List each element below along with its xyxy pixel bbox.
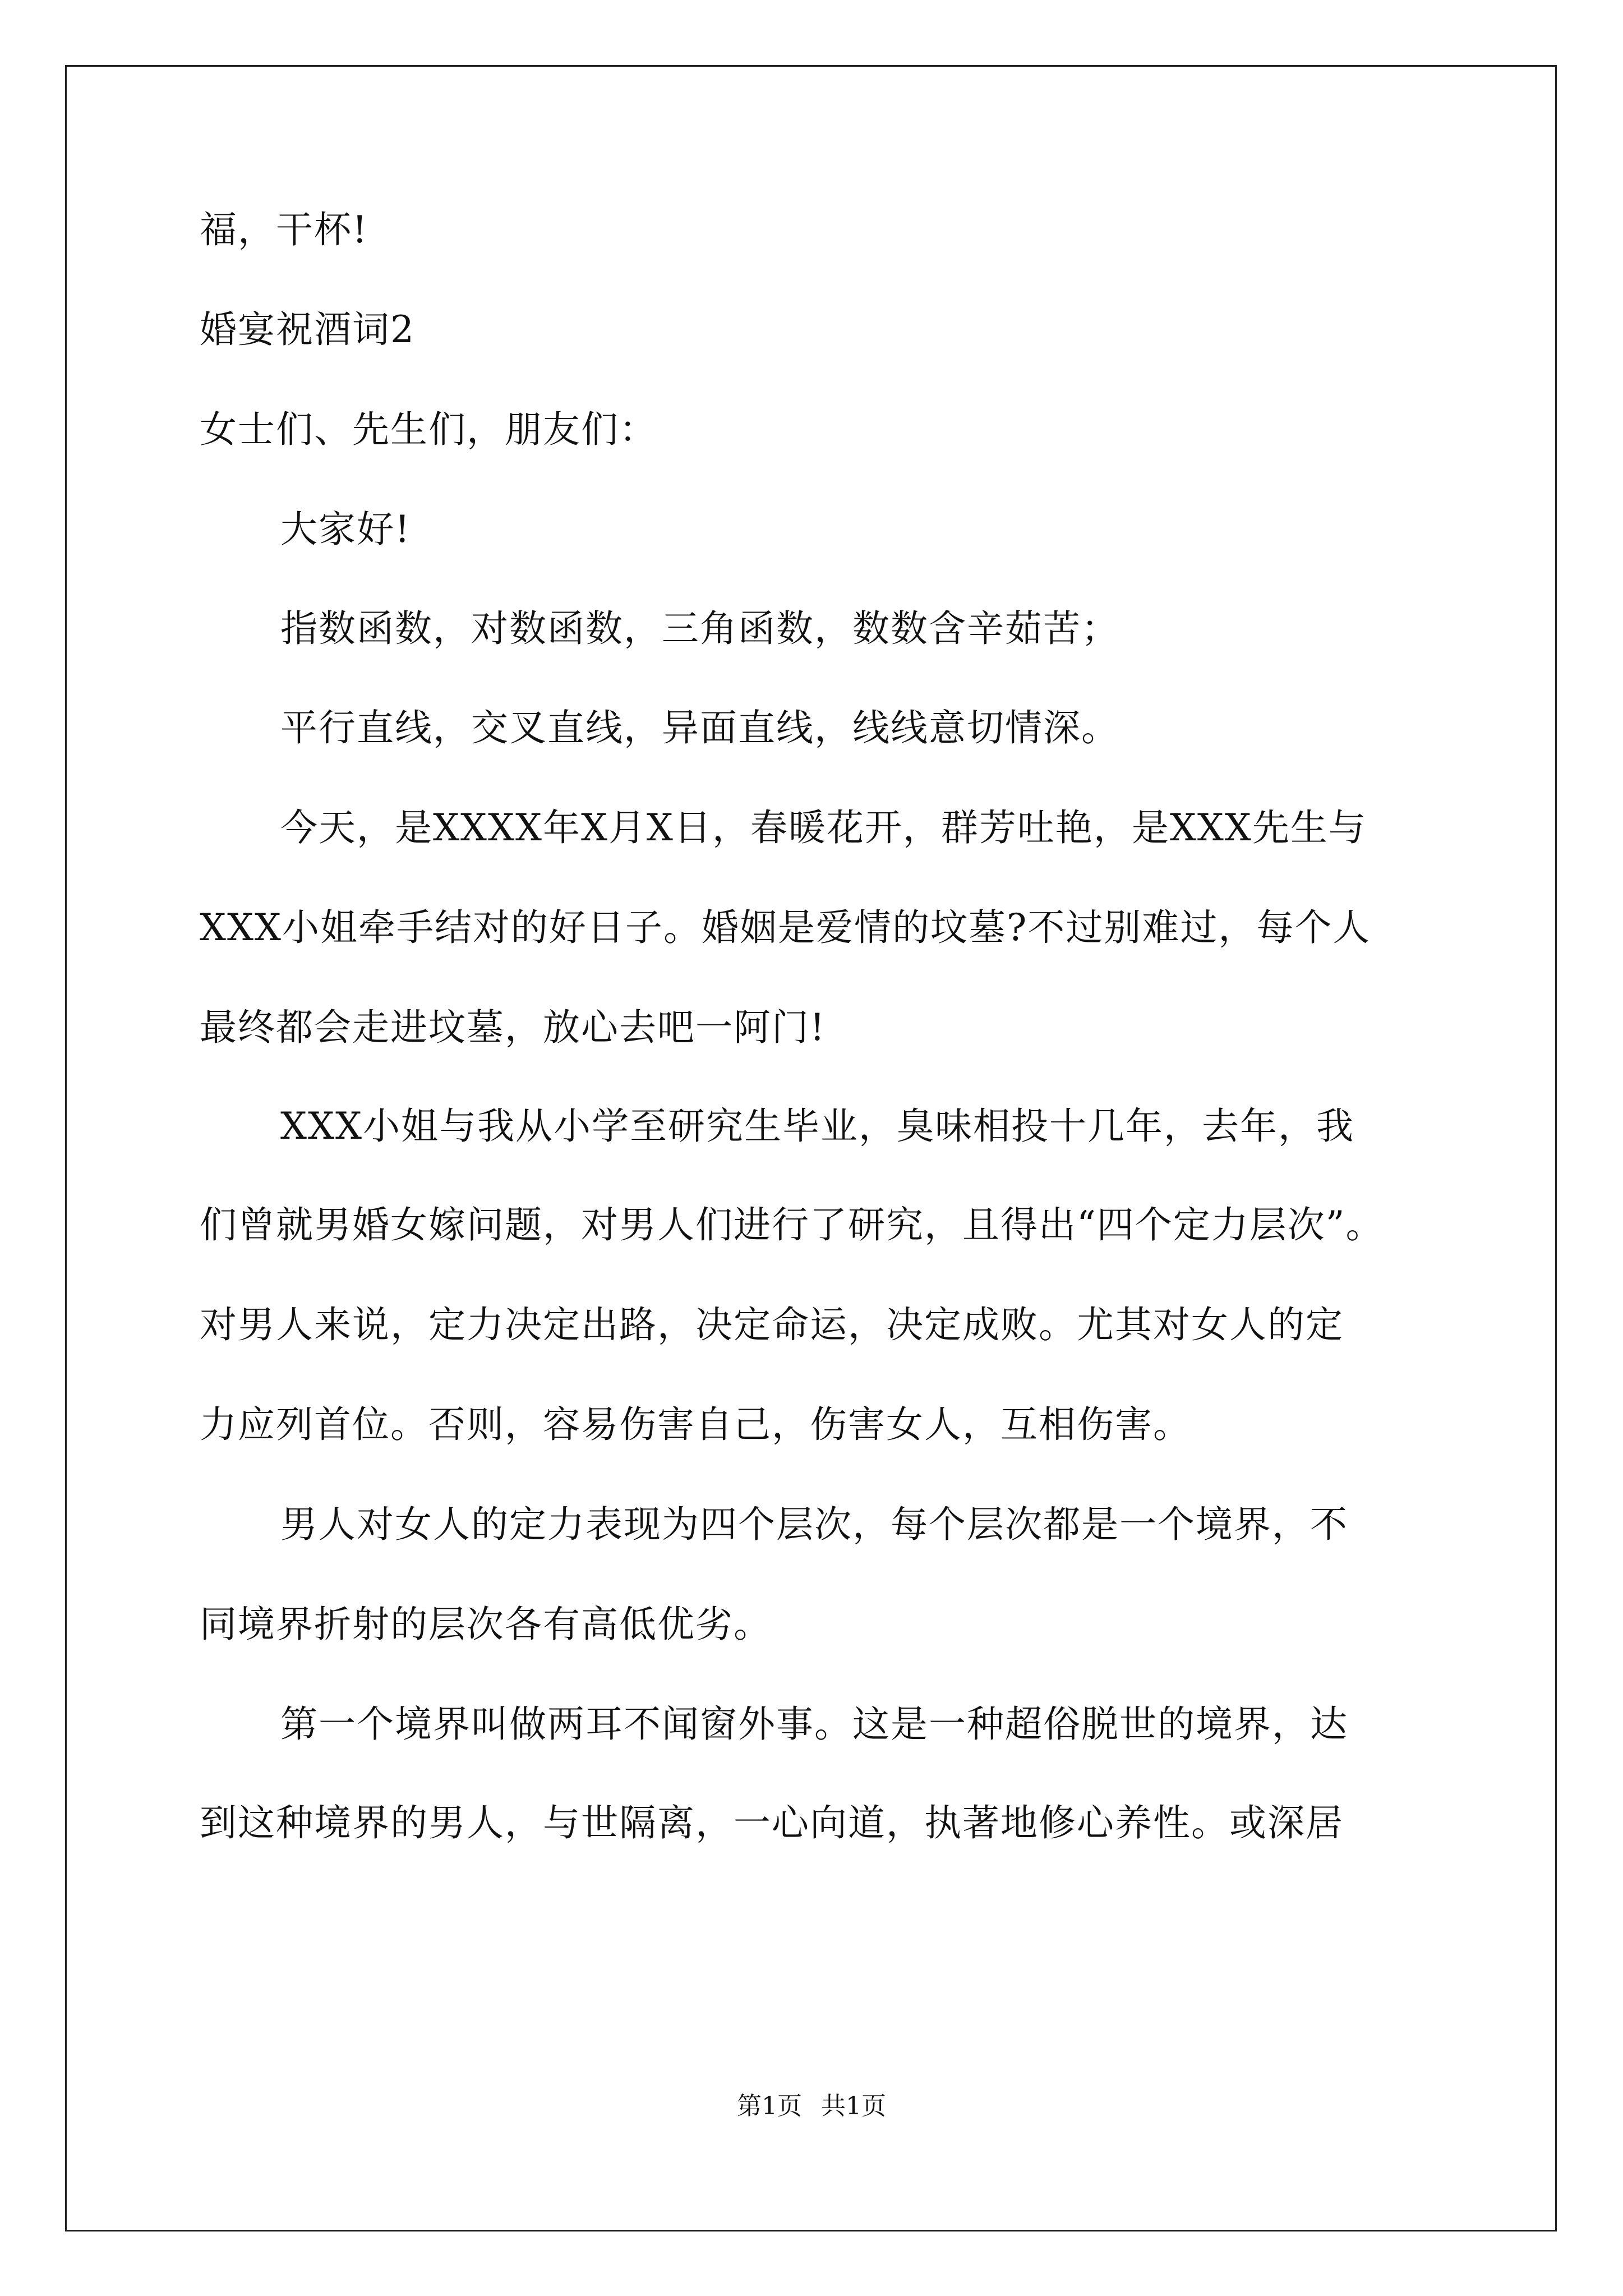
text-line: 指数函数，对数函数，三角函数，数数含辛茹苦；	[280, 607, 1119, 650]
text-line: 平行直线，交叉直线，异面直线，线线意切情深。	[280, 706, 1119, 749]
page-number: 第1页	[737, 2092, 802, 2120]
text-line: 同境界折射的层次各有高低优劣。	[200, 1603, 772, 1646]
text-line: 今天，是XXXX年X月X日，春暖花开，群芳吐艳，是XXX先生与	[280, 806, 1367, 849]
text-line: 最终都会走进坟墓，放心去吧一阿门!	[200, 1006, 826, 1049]
text-line: 们曾就男婚女嫁问题，对男人们进行了研究，且得出“四个定力层次”。	[200, 1203, 1384, 1246]
greeting: 大家好!	[280, 508, 411, 551]
text-line: 福，干杯!	[200, 208, 368, 251]
text-line: 对男人来说，定力决定出路，决定命运，决定成败。尤其对女人的定	[200, 1303, 1344, 1346]
text-line: XXX小姐牵手结对的好日子。婚姻是爱情的坟墓?不过别难过，每个人	[200, 906, 1371, 949]
salutation: 女士们、先生们，朋友们：	[200, 408, 657, 451]
text-line: 男人对女人的定力表现为四个层次，每个层次都是一个境界，不	[280, 1503, 1348, 1546]
page-footer	[0, 2090, 1623, 2123]
section-heading: 婚宴祝酒词2	[200, 308, 415, 351]
page-total: 共1页	[821, 2092, 886, 2120]
text-line: XXX小姐与我从小学至研究生毕业，臭味相投十几年，去年，我	[280, 1105, 1354, 1148]
text-line: 力应列首位。否则，容易伤害自己，伤害女人，互相伤害。	[200, 1403, 1191, 1446]
text-line: 第一个境界叫做两耳不闻窗外事。这是一种超俗脱世的境界，达	[280, 1703, 1348, 1746]
text-line: 到这种境界的男人，与世隔离，一心向道，执著地修心养性。或深居	[200, 1801, 1344, 1844]
